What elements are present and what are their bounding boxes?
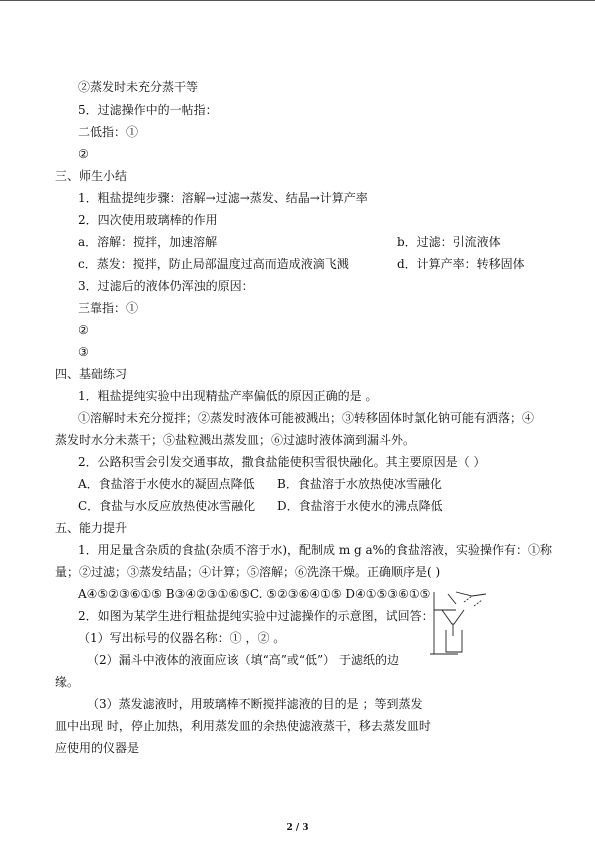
section-heading: 四、基础练习 <box>55 367 128 381</box>
text-line: b．过滤：引流液体 <box>397 235 501 249</box>
option-b: B．食盐溶于水放热使冰雪融化 <box>277 477 442 491</box>
option-a: A．食盐溶于水使水的凝固点降低 <box>78 477 255 491</box>
text-line: 皿中出现 时，停止加热，利用蒸发皿的余热使滤液蒸干，移去蒸发皿时 <box>55 719 431 733</box>
text-line: （2）漏斗中液体的液面应该（填“高”或“低”） 于滤纸的边 <box>87 653 399 667</box>
text-line: 5．过滤操作中的一帖指： <box>78 103 218 117</box>
text-line: a．溶解：搅拌，加速溶解 <box>78 235 218 249</box>
option-d: D．食盐溶于水使水的沸点降低 <box>277 499 443 513</box>
filtration-apparatus-diagram <box>428 590 490 658</box>
text-line: d．计算产率：转移固体 <box>397 257 525 271</box>
page-number: 2 / 3 <box>286 823 309 833</box>
text-line: 1．粗盐提纯实验中出现精盐产率偏低的原因正确的是 。 <box>78 389 378 403</box>
text-line: ③ <box>78 345 89 359</box>
text-line: （1）写出标号的仪器名称：① ，② 。 <box>78 631 286 645</box>
text-line: 三靠指：① <box>78 301 139 315</box>
section-heading: 五、能力提升 <box>55 521 128 535</box>
text-line: 1．粗盐提纯步骤：溶解→过滤→蒸发、结晶→计算产率 <box>78 191 368 205</box>
text-line: 量；②过滤；③蒸发结晶；④计算；⑤溶解；⑥洗涤干燥。正确顺序是( ) <box>55 565 441 579</box>
text-line: ② <box>78 147 89 161</box>
text-line: 缘。 <box>55 675 80 689</box>
text-line: 2．公路积雪会引发交通事故，撒食盐能使积雪很快融化。其主要原因是（ ） <box>78 455 486 469</box>
text-line: 3．过滤后的液体仍浑浊的原因： <box>78 279 254 293</box>
text-line: （3）蒸发滤液时，用玻璃棒不断搅拌滤液的目的是 ；等到蒸发 <box>87 697 423 711</box>
header-rule <box>0 0 595 1</box>
text-line: 2．如图为某学生进行粗盐提纯实验中过滤操作的示意图，试回答： <box>78 609 434 623</box>
text-line: ②蒸发时未充分蒸干等 <box>78 80 199 94</box>
text-line: ② <box>78 323 89 337</box>
option-c: C．食盐与水反应放热使冰雪融化 <box>78 499 256 513</box>
text-line: 应使用的仪器是 <box>55 741 140 755</box>
text-line: 1．用足量含杂质的食盐(杂质不溶于水)，配制成 m g a%的食盐溶液，实验操作有：①称 <box>78 543 553 557</box>
text-line: 二低指：① <box>78 125 139 139</box>
text-line: A④⑤②③⑥①⑤ B③④②③①⑥⑤C. ⑤②③⑥④①⑤ D④①⑤③⑥①⑤ <box>78 587 431 601</box>
text-line: c．蒸发：搅拌，防止局部温度过高而造成液滴飞溅 <box>78 257 349 271</box>
text-line: 2．四次使用玻璃棒的作用 <box>78 213 218 227</box>
section-heading: 三、师生小结 <box>55 169 128 183</box>
text-line: ①溶解时未充分搅拌；②蒸发时液体可能被溅出；③转移固体时氯化钠可能有洒落；④ <box>78 411 535 425</box>
text-line: 蒸发时水分未蒸干；⑤盐粒溅出蒸发皿；⑥过滤时液体滴到漏斗外。 <box>55 433 416 447</box>
